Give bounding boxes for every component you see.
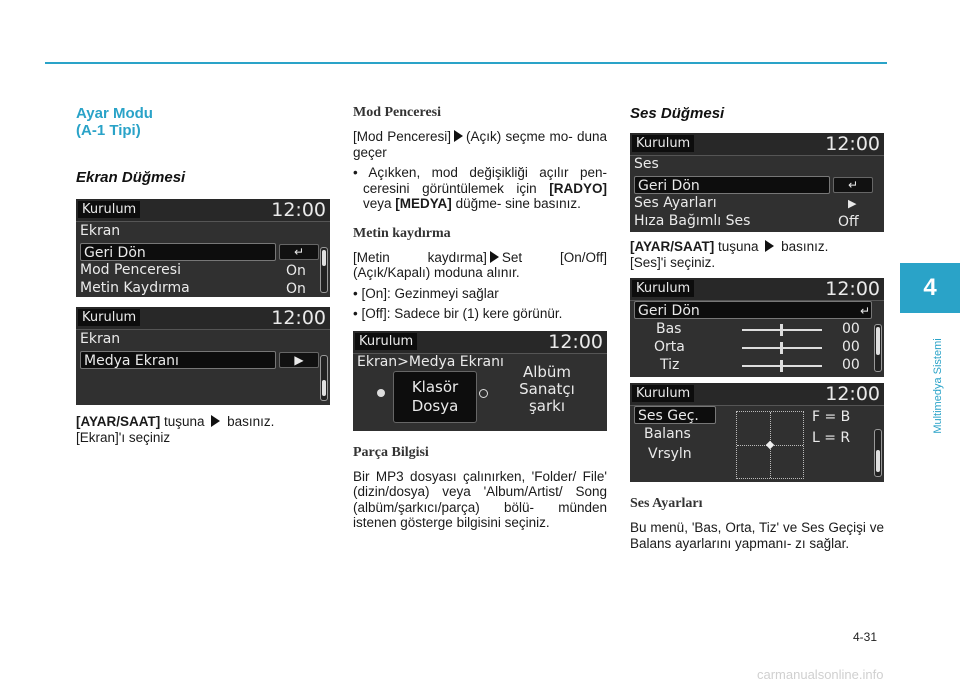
bullet-off: • [Off]: Sadece bir (1) kere görünür. xyxy=(353,306,607,322)
slider-bas[interactable] xyxy=(742,329,822,331)
section-title: Ayar Modu (A-1 Tipi) xyxy=(76,105,153,139)
screen-medya-ekrani: Kurulum 12:00 Ekran>Medya Ekranı Klasör Dosya Albüm Sanatçı şarkı xyxy=(353,331,607,431)
arrow-icon xyxy=(211,415,220,427)
para-metin-kaydirma: [Metin kaydırma] Set [On/Off] (Açık/Kapalı) moduna alınır. xyxy=(353,249,607,280)
heading-metin-kaydirma: Metin kaydırma xyxy=(353,225,451,241)
subhead-ses: Ses Düğmesi xyxy=(630,105,725,122)
back-icon: ↵ xyxy=(833,177,873,193)
scrollbar xyxy=(320,247,328,293)
scrollbar xyxy=(874,429,882,477)
back-icon: ↵ xyxy=(859,304,870,318)
scrollbar xyxy=(320,355,328,401)
para-mod-penceresi: [Mod Penceresi] (Açık) seçme mo- duna geçer xyxy=(353,129,608,160)
arrow-icon xyxy=(454,130,463,142)
radio-selected-icon xyxy=(377,389,385,397)
heading-mod-penceresi: Mod Penceresi xyxy=(353,105,441,120)
screen-ses: Kurulum 12:00 Ses Geri Dön ↵ Ses Ayarları ▶ Hıza Bağımlı Ses Off xyxy=(630,133,884,232)
subhead-ekran: Ekran Düğmesi xyxy=(76,169,186,186)
scrollbar xyxy=(874,324,882,372)
para-ses-ayarlari: Bu menü, 'Bas, Orta, Tiz' ve Ses Geçişi ve Balans ayarlarını yapmanı- zı sağlar. xyxy=(630,520,884,551)
option-klasor-dosya[interactable]: Klasör Dosya xyxy=(393,371,477,423)
column-1 xyxy=(76,100,330,445)
caption-ekran: [AYAR/SAAT] tuşuna basınız. [Ekran]'ı seçiniz xyxy=(76,414,275,445)
back-icon: ↵ xyxy=(279,244,319,260)
para-parca-bilgisi: Bir MP3 dosyası çalınırken, 'Folder/ File' (dizin/dosya) veya 'Album/Artist/ Song (albüm/şarkıcı/parça) bölü- münden istenen gösterge bilgisini seçiniz. xyxy=(353,468,607,530)
balance-point-icon xyxy=(766,441,774,449)
arrow-right-icon: ▶ xyxy=(848,197,857,210)
screen-medya: Kurulum 12:00 Ekran Medya Ekranı ▶ xyxy=(76,307,330,405)
arrow-icon xyxy=(765,240,774,252)
heading-ses-ayarlari: Ses Ayarları xyxy=(630,496,703,511)
column-2 xyxy=(353,100,607,531)
caption-ses: [AYAR/SAAT] tuşuna basınız. [Ses]'i seçiniz. xyxy=(630,239,829,270)
column-3 xyxy=(630,100,884,551)
bullet-on: • [On]: Gezinmeyi sağlar xyxy=(353,286,607,302)
fader-balance-grid[interactable] xyxy=(736,411,804,479)
arrow-icon xyxy=(490,251,499,263)
option-album-sanatci[interactable]: Albüm Sanatçı şarkı xyxy=(519,362,575,415)
screen-ekran: Kurulum 12:00 Ekran Geri Dön ↵ Mod Penceresi On Metin Kaydırma On xyxy=(76,199,330,297)
watermark: carmanualsonline.info xyxy=(757,667,884,682)
chapter-label: Multimedya Sistemi xyxy=(932,337,944,434)
chapter-tab: 4 xyxy=(900,263,960,313)
heading-parca-bilgisi: Parça Bilgisi xyxy=(353,444,429,460)
screen-balans: Kurulum 12:00 Ses Geç. Balans Vrsyln F = B L = R xyxy=(630,383,884,482)
screen-ses-ayarlari: Kurulum 12:00 Geri Dön ↵ Bas 00 Orta 00 Tiz 00 xyxy=(630,278,884,377)
slider-orta[interactable] xyxy=(742,347,822,349)
radio-unselected-icon xyxy=(479,389,488,398)
slider-tiz[interactable] xyxy=(742,365,822,367)
arrow-right-icon: ▶ xyxy=(279,352,319,368)
page-number: 4-31 xyxy=(853,630,878,644)
bullet-acikken: • Açıkken, mod değişikliği açılır pen- ceresini görüntülemek için [RADYO] veya [MEDYA] düğme- sine basınız. xyxy=(353,165,607,212)
top-rule xyxy=(45,62,887,64)
